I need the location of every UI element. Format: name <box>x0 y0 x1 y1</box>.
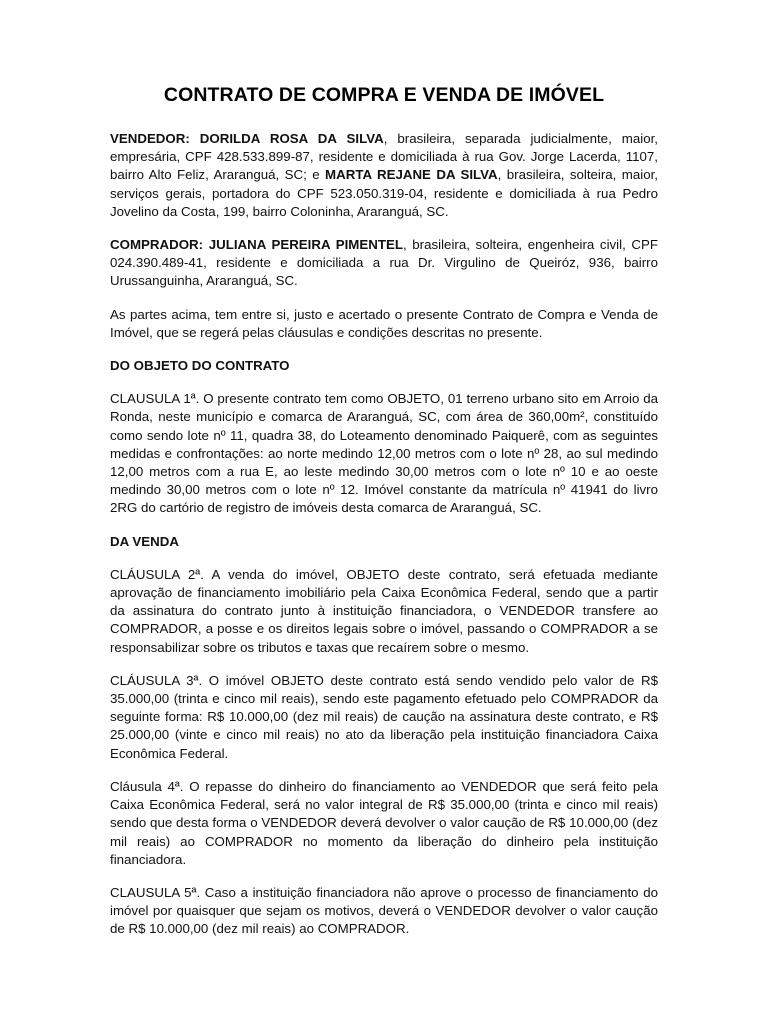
vendedor-paragraph <box>110 130 658 221</box>
comprador-text: , brasileira, solteira, engenheira civil, CPF 024.390.489-41, residente e domiciliada a rua Dr. Virgulino de Queiróz, 936, bairro Urussanguinha, Araranguá, SC. <box>110 237 659 289</box>
intro-paragraph: As partes acima, tem entre si, justo e acertado o presente Contrato de Compra e Venda de Imóvel, que se regerá pelas cláusulas e condições descritas no presente. <box>110 306 658 340</box>
clausula-5: CLAUSULA 5ª. Caso a instituição financiadora não aprove o processo de financiamento do imóvel por quaisquer que sejam os motivos, deverá o VENDEDOR devolver o valor caução de R$ 10.000,00 (dez mil reais) ao COMPRADOR. <box>110 884 658 937</box>
vendedor-name-2: MARTA REJANE DA SILVA <box>325 167 498 183</box>
heading-venda: DA VENDA <box>110 533 179 549</box>
vendedor-label: VENDEDOR: DORILDA ROSA DA SILVA <box>110 131 384 146</box>
comprador-label: COMPRADOR: JULIANA PEREIRA PIMENTEL <box>110 237 403 253</box>
vendedor-text-2: , brasileira, solteira, maior, serviços gerais, portadora do CPF 523.050.319-04, residente e domiciliada à rua Pedro Jovelino da Costa, 199, bairro Coloninha, Araranguá, SC. <box>110 167 658 219</box>
comprador-paragraph <box>110 236 658 291</box>
heading-objeto: DO OBJETO DO CONTRATO <box>110 358 290 374</box>
clausula-4: Cláusula 4ª. O repasse do dinheiro do financiamento ao VENDEDOR que será feito pela Caixa Econômica Federal, será no valor integral de R$ 35.000,00 (trinta e cinco mil reais) sendo que desta forma o VENDEDOR deverá devolver o valor caução de R$ 10.000,00 (dez mil reais) ao COMPRADOR no momento da liberação do dinheiro pela instituição financiadora. <box>110 778 658 867</box>
clausula-3: CLÁUSULA 3ª. O imóvel OBJETO deste contrato está sendo vendido pelo valor de R$ 35.000,00 (trinta e cinco mil reais), sendo este pagamento efetuado pelo COMPRADOR da seguinte forma: R$ 10.000,00 (dez mil reais) de caução na assinatura deste contrato, e R$ 25.000,00 (vinte e cinco mil reais) no ato da liberação pela instituição financiadora Caixa Econômica Federal. <box>110 672 658 761</box>
clausula-1: CLAUSULA 1ª. O presente contrato tem como OBJETO, 01 terreno urbano sito em Arroio da Ronda, neste município e comarca de Araranguá, SC, com área de 360,00m², constituído como sendo lote nº 11, quadra 38, do Loteamento denominado Paiquerê, com as seguintes medidas e confrontações: ao norte medindo 12,00 metros com o lote nº 28, ao sul medindo 12,00 metros com a rua E, ao leste medindo 30,00 metros com o lote nº 10 e ao oeste medindo 30,00 metros com o lote nº 12. Imóvel constante da matrícula nº 41941 do livro 2RG do cartório de registro de imóveis desta comarca de Araranguá, SC. <box>110 391 658 516</box>
vendedor-text-1: , brasileira, separada judicialmente, maior, empresária, CPF 428.533.899-87, residente e domiciliada à rua Gov. Jorge Lacerda, 1107, bairro Alto Feliz, Araranguá, SC; e <box>110 131 658 183</box>
document-title: CONTRATO DE COMPRA E VENDA DE IMÓVEL <box>163 84 605 106</box>
clausula-2: CLÁUSULA 2ª. A venda do imóvel, OBJETO deste contrato, será efetuada mediante aprovação de financiamento imobiliário pela Caixa Econômica Federal, sendo que a partir da assinatura do contrato junto à instituição financiadora, o VENDEDOR transfere ao COMPRADOR, a posse e os direitos legais sobre o imóvel, passando o COMPRADOR a se responsabilizar sobre os tributos e taxas que recaírem sobre o mesmo. <box>110 566 658 655</box>
